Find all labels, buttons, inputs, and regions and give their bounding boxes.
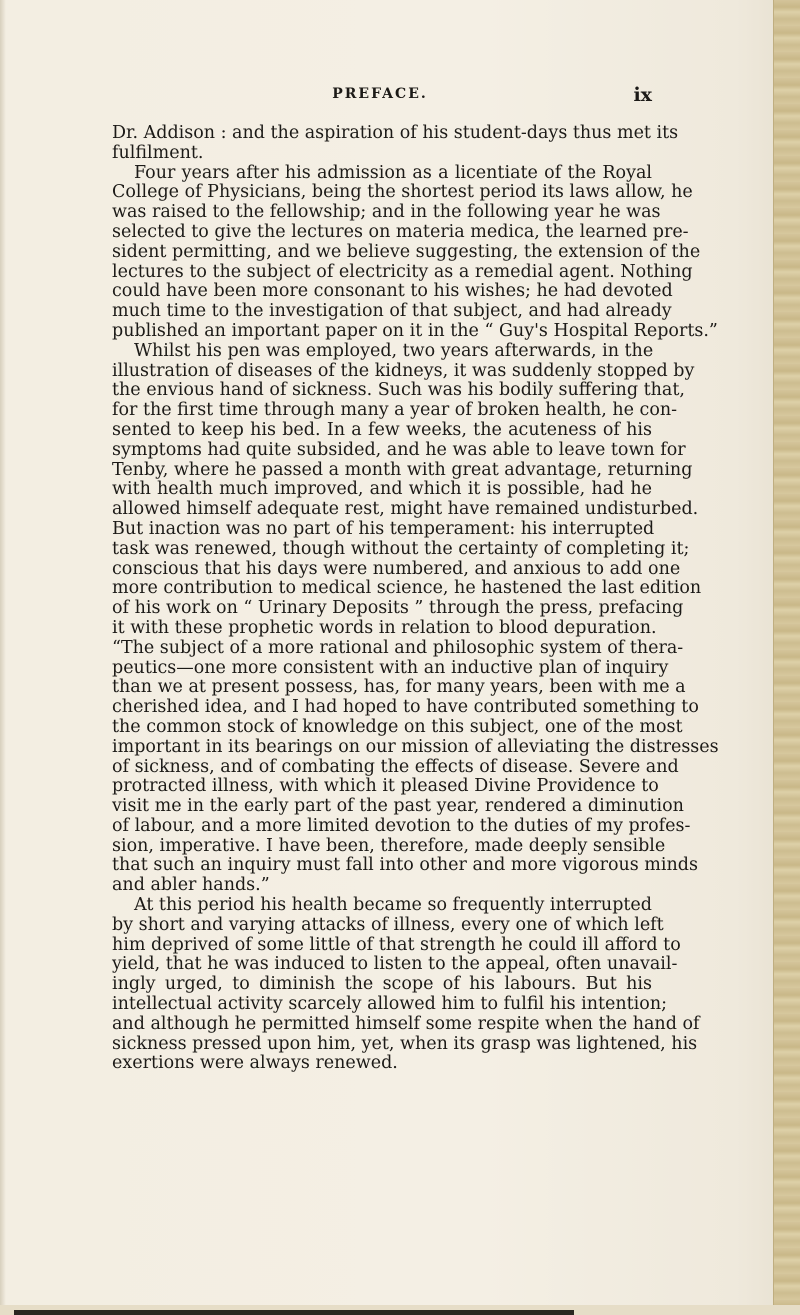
text-line: by short and varying attacks of illness, every one of which left: [112, 914, 664, 935]
text-line: sickness pressed upon him, yet, when its grasp was lightened, his: [112, 1033, 698, 1054]
text-line: sion, imperative. I have been, therefore, made deeply sensible: [112, 835, 666, 856]
page-header: [108, 86, 652, 110]
text-line: Four years after his admission as a licentiate of the Royal: [134, 162, 652, 183]
text-line: illustration of diseases of the kidneys, it was suddenly stopped by: [112, 360, 695, 381]
text-line: At this period his health became so frequently interrupted: [134, 895, 652, 916]
text-line: But inaction was no part of his temperament: his interrupted: [112, 518, 655, 539]
text-line: and although he permitted himself some respite when the hand of: [112, 1013, 700, 1034]
text-line: much time to the investigation of that subject, and had already: [112, 301, 672, 322]
text-line: it with these prophetic words in relation to blood depuration.: [112, 617, 657, 638]
text-line: of his work on “ Urinary Deposits ” through the press, prefacing: [112, 598, 684, 619]
text-line: allowed himself adequate rest, might have remained undisturbed.: [112, 499, 699, 520]
text-line: task was renewed, though without the certainty of completing it;: [112, 538, 690, 559]
text-line: important in its bearings on our mission of alleviating the distresses: [112, 736, 719, 757]
text-line: more contribution to medical science, he hastened the last edition: [112, 578, 702, 599]
text-line: yield, that he was induced to listen to the appeal, often unavail-: [112, 954, 678, 975]
text-line: College of Physicians, being the shortest period its laws allow, he: [112, 182, 693, 203]
text-line: with health much improved, and which it is possible, had he: [112, 479, 652, 500]
text-line: Dr. Addison : and the aspiration of his student-days thus met its: [112, 123, 679, 143]
text-line: intellectual activity scarcely allowed him to fulfil his intention;: [112, 994, 667, 1015]
text-line: than we at present possess, has, for many years, been with me a: [112, 677, 686, 698]
text-line: cherished idea, and I had hoped to have contributed something to: [112, 697, 699, 718]
text-line: and abler hands.”: [112, 875, 270, 896]
text-line: published an important paper on it in the “ Guy's Hospital Reports.”: [112, 320, 718, 341]
text-line: “The subject of a more rational and philosophic system of thera-: [112, 637, 684, 658]
text-line: sident permitting, and we believe suggesting, the extension of the: [112, 241, 701, 262]
text-line: Tenby, where he passed a month with great advantage, returning: [112, 459, 693, 480]
gutter-shadow: [0, 0, 6, 1315]
text-line: the envious hand of sickness. Such was his bodily suffering that,: [112, 380, 685, 401]
text-line: visit me in the early part of the past year, rendered a diminution: [112, 796, 684, 817]
text-line: was raised to the fellowship; and in the following year he was: [112, 202, 661, 223]
running-head: PREFACE.: [332, 86, 428, 102]
page-fore-edge: [773, 0, 800, 1315]
text-line: exertions were always renewed.: [112, 1053, 398, 1074]
text-line: selected to give the lectures on materia medica, the learned pre-: [112, 221, 689, 242]
body-text: [112, 123, 719, 1074]
text-line: fulfilment.: [112, 142, 204, 163]
text-line: of labour, and a more limited devotion to the duties of my profes-: [112, 815, 691, 836]
text-line: protracted illness, with which it pleased Divine Providence to: [112, 776, 659, 797]
text-line: of sickness, and of combating the effects of disease. Severe and: [112, 756, 679, 777]
text-line: ingly urged, to diminish the scope of his labours. But his: [112, 974, 652, 995]
text-line: that such an inquiry must fall into other and more vigorous minds: [112, 855, 698, 876]
text-line: could have been more consonant to his wishes; he had devoted: [112, 281, 673, 302]
text-line: for the first time through many a year of broken health, he con-: [112, 400, 678, 421]
text-line: symptoms had quite subsided, and he was able to leave town for: [112, 439, 686, 460]
text-line: conscious that his days were numbered, and anxious to add one: [112, 558, 681, 579]
text-line: Whilst his pen was employed, two years afterwards, in the: [134, 340, 654, 361]
text-line: sented to keep his bed. In a few weeks, the acuteness of his: [112, 419, 652, 440]
text-line: peutics—one more consistent with an inductive plan of inquiry: [112, 657, 669, 678]
text-line: him deprived of some little of that strength he could ill afford to: [112, 934, 681, 955]
bottom-rule: [14, 1310, 574, 1315]
text-line: lectures to the subject of electricity as a remedial agent. Nothing: [112, 261, 693, 282]
text-line: the common stock of knowledge on this subject, one of the most: [112, 716, 683, 737]
page-number: ix: [633, 84, 652, 106]
